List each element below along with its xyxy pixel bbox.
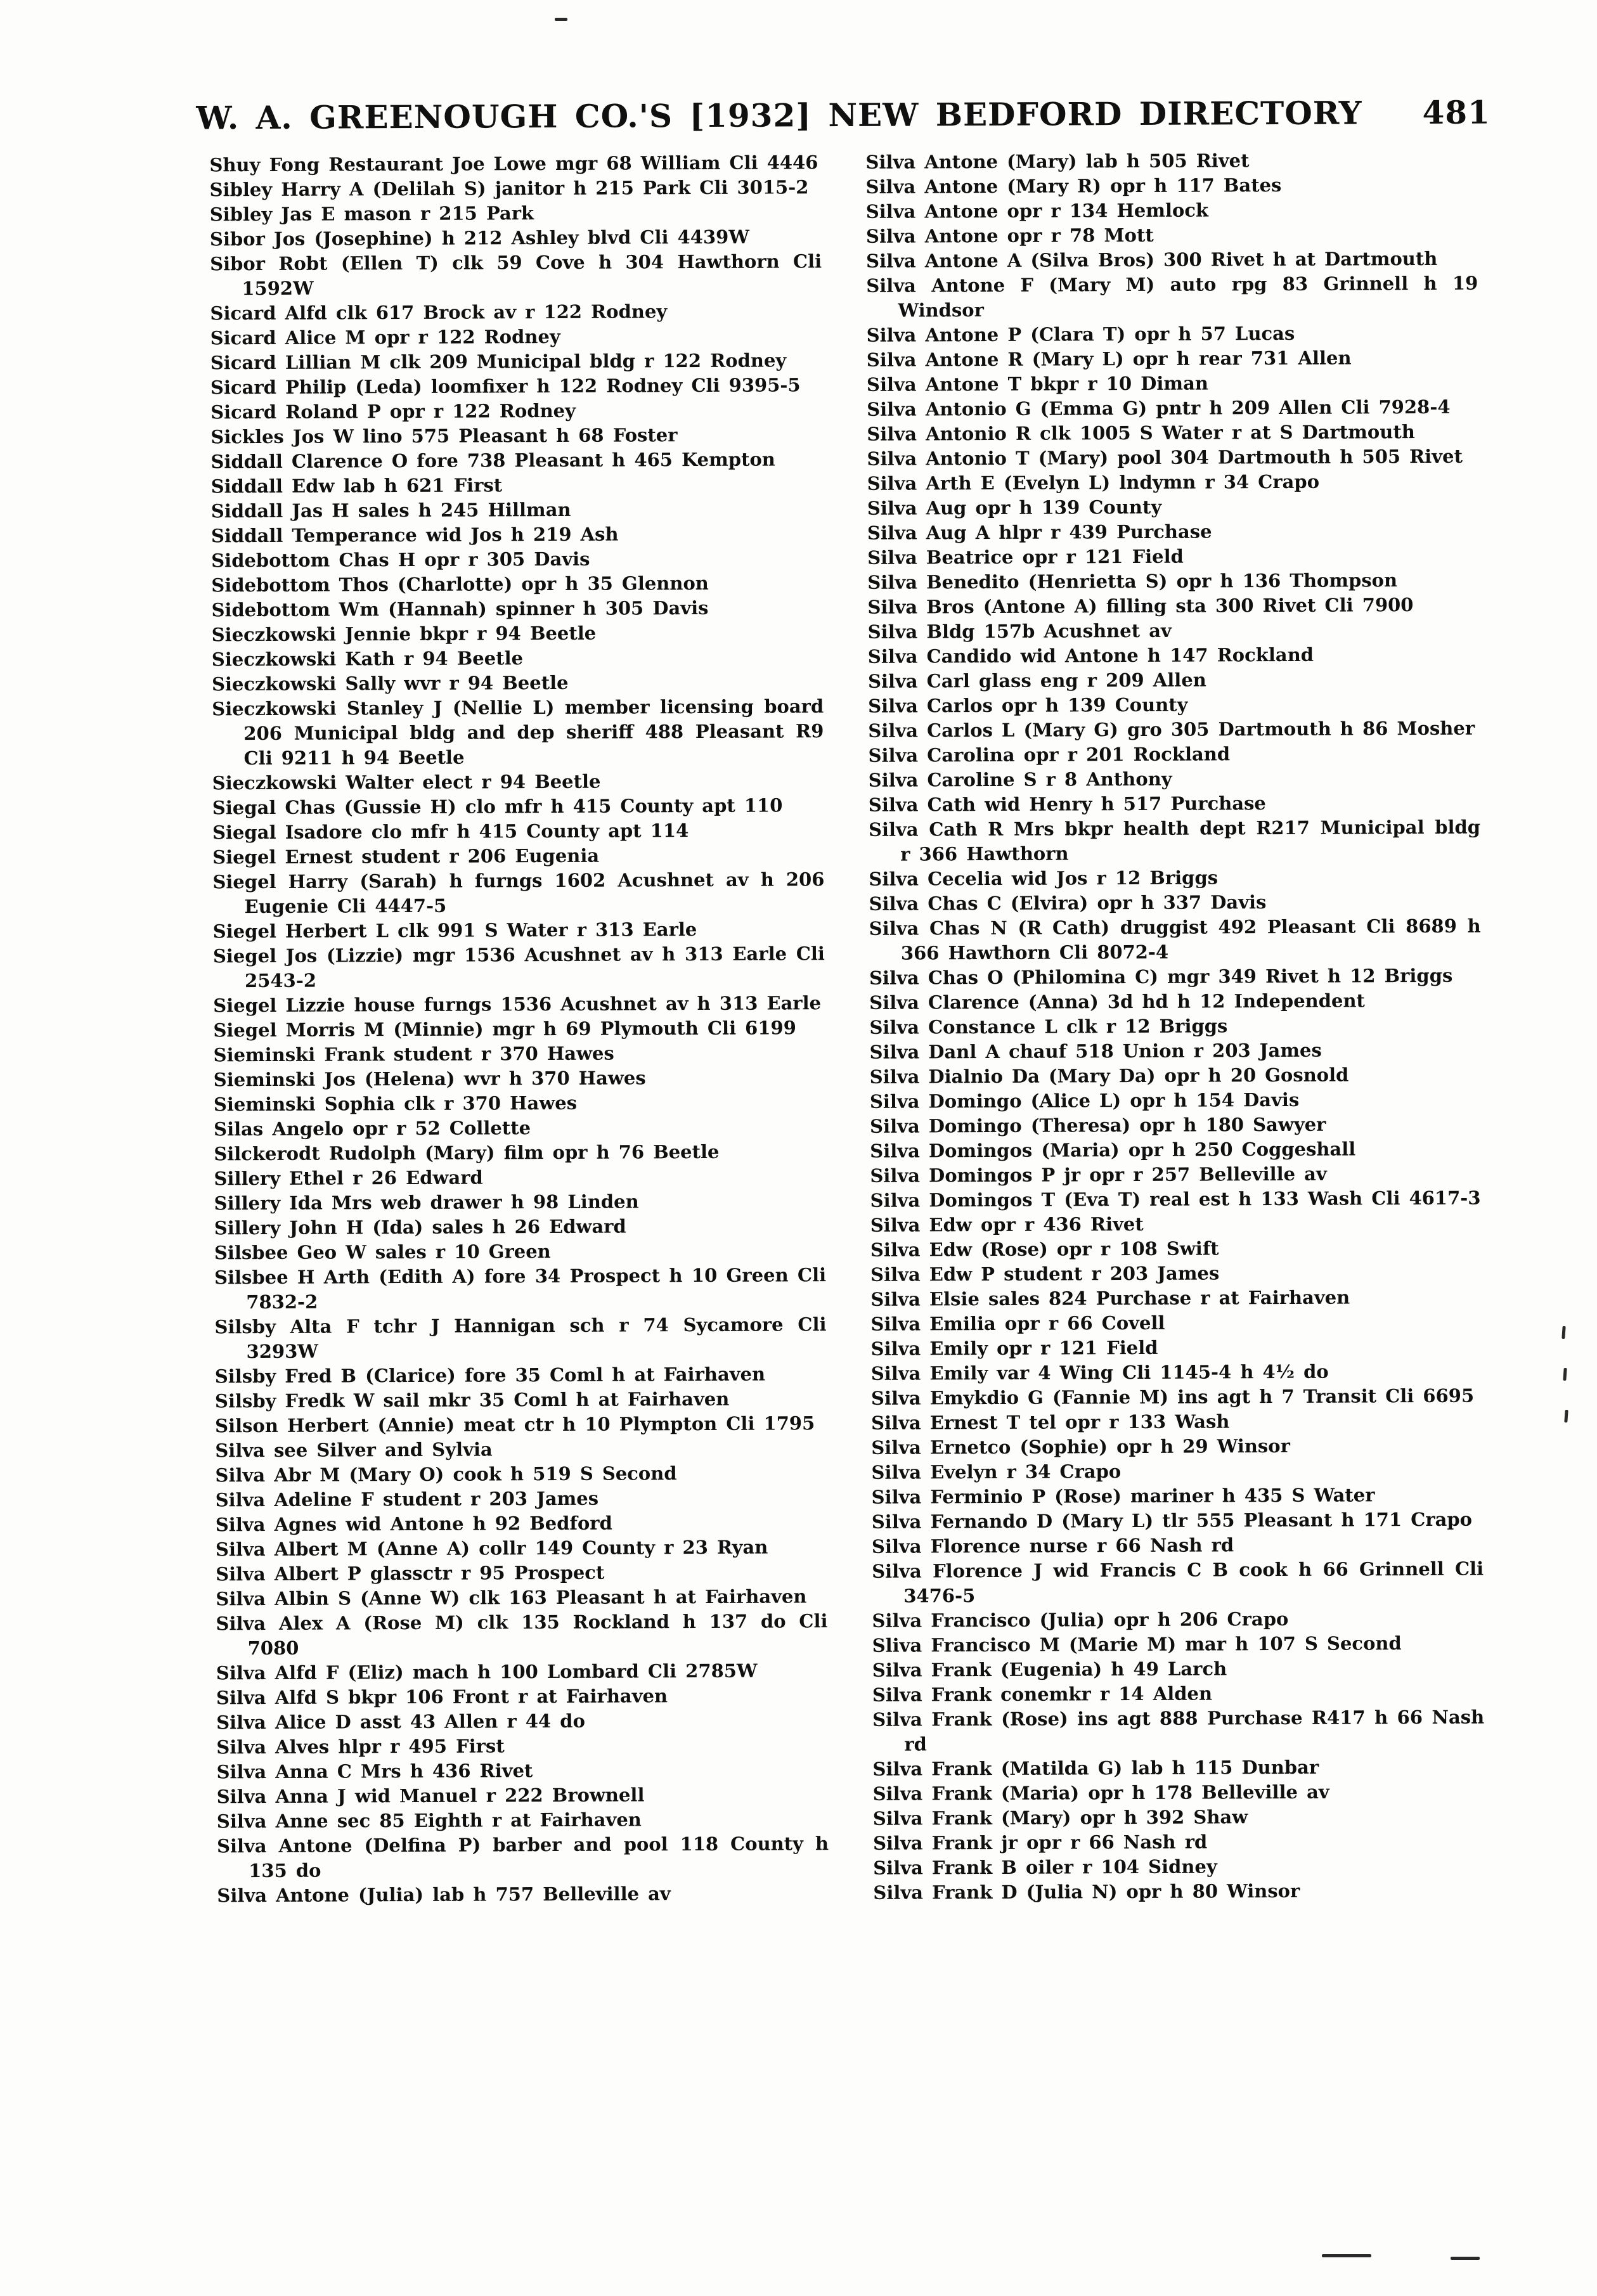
directory-entry: Silva Edw (Rose) opr r 108 Swift [870, 1237, 1219, 1261]
directory-entry: Sibley Jas E mason r 215 Park [209, 202, 534, 226]
directory-entry: Silva Alves hlpr r 495 First [216, 1735, 505, 1758]
directory-entry: Silva Antone opr r 78 Mott [865, 224, 1154, 247]
directory-entry: Silva Domingos P jr opr r 257 Belleville av [870, 1163, 1327, 1187]
directory-entry: Silva Alfd S bkpr 106 Front r at Fairhaven [216, 1685, 668, 1709]
directory-entry: Sicard Philip (Leda) loomfixer h 122 Rodney Cli 9395-5 [210, 374, 801, 399]
directory-entry: Sicard Roland P opr r 122 Rodney [210, 399, 576, 423]
directory-entry: Silva Elsie sales 824 Purchase r at Fairhaven [870, 1286, 1350, 1310]
directory-entry: Silva Domingo (Alice L) opr h 154 Davis [869, 1088, 1300, 1113]
directory-entry: Silva Clarence (Anna) 3d hd h 12 Independent [869, 990, 1365, 1014]
directory-entry: Silsbee H Arth (Edith A) fore 34 Prospect h 10 Green Cli 7832-2 [214, 1264, 827, 1313]
directory-entry: Siegal Chas (Gussie H) clo mfr h 415 County apt 110 [212, 794, 783, 819]
directory-entry: Silva Antone opr r 134 Hemlock [865, 199, 1209, 223]
directory-entry: Sieminski Sophia clk r 370 Hawes [213, 1092, 578, 1116]
directory-entry: Silva Antone (Julia) lab h 757 Belleville av [217, 1883, 671, 1907]
directory-entry: Silva Frank jr opr r 66 Nash rd [872, 1831, 1208, 1854]
directory-entry: Siegel Jos (Lizzie) mgr 1536 Acushnet av h 313 Earle Cli 2543-2 [212, 943, 825, 992]
directory-entry: Silva Carlos L (Mary G) gro 305 Dartmouth h 86 Mosher [868, 717, 1475, 742]
right-column [865, 148, 1485, 1906]
directory-entry: Sillery John H (Ida) sales h 26 Edward [214, 1215, 626, 1239]
directory-entry: Silson Herbert (Annie) meat ctr h 10 Plympton Cli 1795 [215, 1412, 815, 1437]
scan-artifact [1561, 1326, 1565, 1339]
directory-entry: Silva Antonio T (Mary) pool 304 Dartmouth h 505 Rivet [867, 445, 1463, 470]
directory-entry: Silva Caroline S r 8 Anthony [868, 768, 1172, 791]
directory-entry: Silva Cecelia wid Jos r 12 Briggs [869, 867, 1219, 890]
left-column [209, 150, 829, 1908]
directory-entry: Sibor Jos (Josephine) h 212 Ashley blvd Cli 4439W [209, 226, 749, 250]
directory-entry: Silva Frank (Matilda G) lab h 115 Dunbar [872, 1756, 1319, 1780]
directory-entry: Silsby Fredk W sail mkr 35 Coml h at Fairhaven [214, 1388, 730, 1412]
page-title: W. A. GREENOUGH CO.'S [1932] NEW BEDFORD DIRECTORY [196, 94, 1362, 137]
directory-entry: Sieczkowski Jennie bkpr r 94 Beetle [211, 622, 597, 646]
directory-entry: Siegel Ernest student r 206 Eugenia [212, 844, 600, 868]
directory-entry: Silva Anne sec 85 Eighth r at Fairhaven [216, 1809, 642, 1833]
directory-entry: Silva Frank (Rose) ins agt 888 Purchase R417 h 66 Nash rd [872, 1706, 1485, 1755]
directory-entry: Silsby Alta F tchr J Hannigan sch r 74 Sycamore Cli 3293W [214, 1313, 827, 1363]
directory-entry: Silva Carlos opr h 139 County [868, 693, 1188, 717]
directory-entry: Silva Constance L clk r 12 Briggs [869, 1015, 1228, 1038]
directory-entry: Siegal Isadore clo mfr h 415 County apt 114 [212, 820, 689, 844]
directory-entry: Silva Frank (Maria) opr h 178 Belleville av [872, 1781, 1329, 1805]
directory-entry: Sidebottom Wm (Hannah) spinner h 305 Davis [211, 597, 709, 621]
directory-entry: Sicard Alice M opr r 122 Rodney [210, 325, 560, 349]
directory-entry: Silva Domingos (Maria) opr h 250 Coggeshall [870, 1138, 1356, 1162]
page-header [196, 93, 1491, 137]
scan-artifact [1451, 2257, 1480, 2260]
directory-entry: Siegel Morris M (Minnie) mgr h 69 Plymouth Cli 6199 [213, 1017, 796, 1042]
directory-entry: Sidebottom Chas H opr r 305 Davis [211, 548, 590, 572]
directory-entry: Siddall Edw lab h 621 First [210, 474, 503, 498]
directory-entry: Silva Cath R Mrs bkpr health dept R217 Municipal bldg r 366 Hawthorn [868, 816, 1481, 865]
scan-artifact [1322, 2254, 1371, 2257]
directory-entry: Silva Antone T bkpr r 10 Diman [866, 372, 1208, 396]
directory-entry: Silva Antonio G (Emma G) pntr h 209 Allen Cli 7928-4 [867, 396, 1451, 420]
directory-entry: Silva Ferminio P (Rose) mariner h 435 S Water [871, 1484, 1375, 1508]
directory-entry: Silva Adeline F student r 203 James [215, 1487, 599, 1511]
directory-entry: Silva Aug opr h 139 County [867, 496, 1162, 519]
directory-entry: Silva Edw P student r 203 James [870, 1262, 1220, 1286]
directory-entry: Silva Agnes wid Antone h 92 Bedford [215, 1512, 612, 1536]
directory-entry: Silva Beatrice opr r 121 Field [867, 545, 1184, 569]
directory-entry: Silva Frank D (Julia N) opr h 80 Winsor [873, 1880, 1300, 1904]
directory-entry: Sieczkowski Walter elect r 94 Beetle [212, 770, 601, 794]
directory-entry: Silva Anna J wid Manuel r 222 Brownell [216, 1784, 645, 1808]
directory-entry: Silva Alfd F (Eliz) mach h 100 Lombard Cli 2785W [216, 1660, 758, 1684]
directory-entry: Sillery Ida Mrs web drawer h 98 Linden [214, 1190, 639, 1215]
directory-entry: Silva Albert P glassctr r 95 Prospect [216, 1561, 605, 1585]
directory-entry: Siegel Harry (Sarah) h furngs 1602 Acushnet av h 206 Eugenie Cli 4447-5 [212, 868, 825, 918]
directory-entry: Silva Emilia opr r 66 Covell [870, 1312, 1165, 1335]
directory-entry: Sieczkowski Stanley J (Nellie L) member licensing board 206 Municipal bldg and dep sheriff 488 Pleasant R9 Cli 9211 h 94 Beetle [212, 695, 824, 770]
directory-entry: Siddall Clarence O fore 738 Pleasant h 465 Kempton [210, 448, 775, 473]
directory-entry: Silva Fernando D (Mary L) tlr 555 Pleasant h 171 Crapo [871, 1508, 1473, 1533]
directory-entry: Silva Cath wid Henry h 517 Purchase [868, 792, 1266, 816]
directory-entry: Silva Alice D asst 43 Allen r 44 do [216, 1710, 585, 1734]
directory-entry: Sibor Robt (Ellen T) clk 59 Cove h 304 Hawthorn Cli 1592W [210, 250, 822, 300]
directory-entry: Silva Carl glass eng r 209 Allen [867, 669, 1206, 692]
directory-entry: Silva see Silver and Sylvia [215, 1438, 493, 1462]
directory-entry: Silva Carolina opr r 201 Rockland [868, 743, 1231, 766]
directory-entry: Silas Angelo opr r 52 Collette [214, 1117, 531, 1140]
directory-entry: Silva Antone (Delfina P) barber and pool 118 County h 135 do [216, 1833, 829, 1882]
scan-artifact [1564, 1410, 1568, 1422]
directory-entry: Silva Benedito (Henrietta S) opr h 136 Thompson [867, 569, 1398, 593]
directory-entry: Silva Dialnio Da (Mary Da) opr h 20 Gosnold [869, 1064, 1349, 1088]
directory-entry: Silva Evelyn r 34 Crapo [871, 1461, 1122, 1483]
directory-entry: Silva Chas N (R Cath) druggist 492 Pleasant Cli 8689 h 366 Hawthorn Cli 8072-4 [869, 915, 1481, 964]
directory-entry: Silva Antone F (Mary M) auto rpg 83 Grinnell h 19 Windsor [866, 272, 1478, 321]
directory-entry: Silva Antone P (Clara T) opr h 57 Lucas [866, 322, 1295, 346]
directory-entry: Sicard Lillian M clk 209 Municipal bldg r 122 Rodney [210, 349, 787, 374]
directory-entry: Silva Bros (Antone A) filling sta 300 Rivet Cli 7900 [867, 594, 1414, 618]
directory-entry: Sieminski Frank student r 370 Hawes [213, 1042, 614, 1066]
directory-entry: Silva Emykdio G (Fannie M) ins agt h 7 Transit Cli 6695 [870, 1384, 1475, 1409]
directory-entry: Silva Domingos T (Eva T) real est h 133 Wash Cli 4617-3 [870, 1187, 1481, 1211]
directory-entry: Siegel Herbert L clk 991 S Water r 313 Earle [212, 919, 697, 943]
directory-entry: Siegel Lizzie house furngs 1536 Acushnet av h 313 Earle [213, 992, 822, 1017]
directory-entry: Sickles Jos W lino 575 Pleasant h 68 Foster [210, 424, 678, 448]
directory-entry: Silva Ernest T tel opr r 133 Wash [871, 1410, 1230, 1434]
directory-entry: Silsby Fred B (Clarice) fore 35 Coml h at Fairhaven [214, 1363, 766, 1388]
directory-entry: Silva Chas O (Philomina C) mgr 349 Rivet h 12 Briggs [869, 964, 1453, 989]
directory-entry: Sidebottom Thos (Charlotte) opr h 35 Glennon [211, 572, 709, 597]
directory-entry: Silva Florence J wid Francis C B cook h 66 Grinnell Cli 3476-5 [872, 1558, 1484, 1607]
directory-entry: Silckerodt Rudolph (Mary) film opr h 76 Beetle [214, 1140, 720, 1165]
directory-entry: Silva Antone R (Mary L) opr h rear 731 Allen [866, 347, 1352, 371]
scan-artifact [555, 18, 567, 21]
directory-entry: Silva Arth E (Evelyn L) lndymn r 34 Crapo [867, 470, 1320, 494]
directory-entry: Sieczkowski Sally wvr r 94 Beetle [211, 671, 569, 695]
directory-entry: Silva Aug A hlpr r 439 Purchase [867, 520, 1212, 544]
directory-entry: Shuy Fong Restaurant Joe Lowe mgr 68 William Cli 4446 [209, 152, 818, 176]
directory-entry: Silva Emily var 4 Wing Cli 1145-4 h 4½ do [870, 1360, 1329, 1384]
directory-entry: Silva Antonio R clk 1005 S Water r at S Dartmouth [867, 421, 1415, 445]
directory-entry: Silva Frank (Eugenia) h 49 Larch [872, 1658, 1227, 1681]
directory-entry: Silva Abr M (Mary O) cook h 519 S Second [215, 1462, 677, 1487]
directory-entry: Silva Frank B oiler r 104 Sidney [873, 1855, 1217, 1879]
directory-entry: Silva Domingo (Theresa) opr h 180 Sawyer [870, 1113, 1326, 1137]
directory-entry: Silsbee Geo W sales r 10 Green [214, 1241, 551, 1264]
directory-entry: Silva Florence nurse r 66 Nash rd [871, 1534, 1234, 1558]
directory-entry: Silva Albin S (Anne W) clk 163 Pleasant h at Fairhaven [216, 1585, 807, 1610]
directory-entry: Sillery Ethel r 26 Edward [214, 1166, 483, 1190]
directory-entry: Silva Edw opr r 436 Rivet [870, 1213, 1144, 1236]
directory-entry: Silva Emily opr r 121 Field [870, 1336, 1158, 1360]
directory-entry: Sieminski Jos (Helena) wvr h 370 Hawes [213, 1067, 646, 1091]
directory-entry: Silva Ernetco (Sophie) opr h 29 Winsor [871, 1435, 1290, 1459]
directory-entry: Sieczkowski Kath r 94 Beetle [211, 647, 524, 671]
directory-entry: Silva Chas C (Elvira) opr h 337 Davis [869, 891, 1267, 915]
directory-entry: Sibley Harry A (Delilah S) janitor h 215 Park Cli 3015-2 [209, 176, 809, 201]
directory-entry: Silva Antone (Mary R) opr h 117 Bates [865, 174, 1282, 198]
directory-entry: Silva Antone A (Silva Bros) 300 Rivet h at Dartmouth [866, 247, 1438, 272]
directory-entry: Silva Francisco (Julia) opr h 206 Crapo [872, 1608, 1289, 1632]
page-number: 481 [1422, 93, 1491, 132]
directory-entry: Silva Danl A chauf 518 Union r 203 James [869, 1039, 1322, 1063]
directory-entry: Silva Frank (Mary) opr h 392 Shaw [872, 1806, 1248, 1829]
directory-entry: Silva Anna C Mrs h 436 Rivet [216, 1760, 533, 1783]
directory-entry: Sliva Francisco M (Marie M) mar h 107 S Second [872, 1632, 1402, 1656]
directory-entry: Siddall Jas H sales h 245 Hillman [210, 498, 571, 522]
directory-entry: Silva Antone (Mary) lab h 505 Rivet [865, 150, 1250, 173]
directory-entry: Silva Frank conemkr r 14 Alden [872, 1682, 1213, 1706]
directory-entry: Silva Alex A (Rose M) clk 135 Rockland h 137 do Cli 7080 [216, 1610, 828, 1660]
directory-columns [209, 148, 1485, 1909]
directory-entry: Sicard Alfd clk 617 Brock av r 122 Rodney [210, 300, 668, 325]
directory-entry: Silva Albert M (Anne A) collr 149 County r 23 Ryan [215, 1536, 768, 1561]
scan-artifact [1563, 1368, 1567, 1381]
directory-entry: Silva Bldg 157b Acushnet av [867, 619, 1172, 643]
directory-entry: Silva Candido wid Antone h 147 Rockland [867, 643, 1314, 668]
directory-entry: Siddall Temperance wid Jos h 219 Ash [210, 523, 619, 547]
